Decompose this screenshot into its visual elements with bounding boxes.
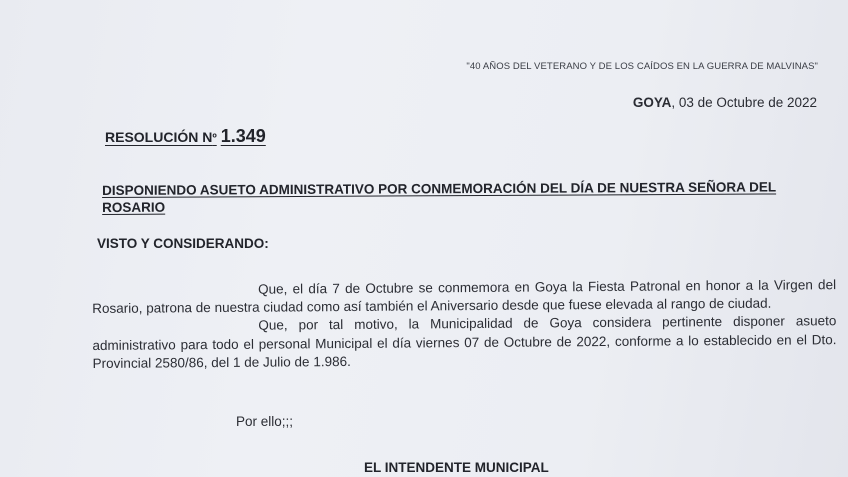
date-line	[633, 95, 817, 110]
considerando-body	[92, 276, 837, 373]
commemorative-motto: "40 AÑOS DEL VETERANO Y DE LOS CAÍDOS EN LA GUERRA DE MALVINAS"	[466, 61, 818, 72]
signatory-heading: EL INTENDENTE MUNICIPAL	[364, 460, 549, 475]
resolution-value: 1.349	[220, 126, 266, 146]
resolution-ordinal: º	[212, 131, 217, 145]
paragraph: Que, el día 7 de Octubre se conmemora en Goya la Fiesta Patronal en honor a la Virgen del Rosario, patrona de nuestra ciudad como así también el Aniversario desde que fuese elevada al rango de ciudad.	[92, 277, 837, 317]
por-ello-text: Por ello;;;	[236, 414, 294, 429]
resolution-label: RESOLUCIÓN N	[105, 129, 213, 145]
visto-heading: VISTO Y CONSIDERANDO:	[97, 236, 269, 251]
date-text: , 03 de Octubre de 2022	[671, 95, 817, 110]
paragraph: Que, por tal motivo, la Municipalidad de Goya considera pertinente disponer asueto administrativo para todo el personal Municipal el día viernes 07 de Octubre de 2022, conforme a lo establecido en el Dto. Provincial 2580/86, del 1 de Julio de 1.986.	[92, 313, 837, 371]
resolution-number	[105, 126, 266, 147]
date-city: GOYA	[632, 95, 672, 110]
resolution-subject: DISPONIENDO ASUETO ADMINISTRATIVO POR CONMEMORACIÓN DEL DÍA DE NUESTRA SEÑORA DEL ROSARIO	[102, 179, 777, 215]
